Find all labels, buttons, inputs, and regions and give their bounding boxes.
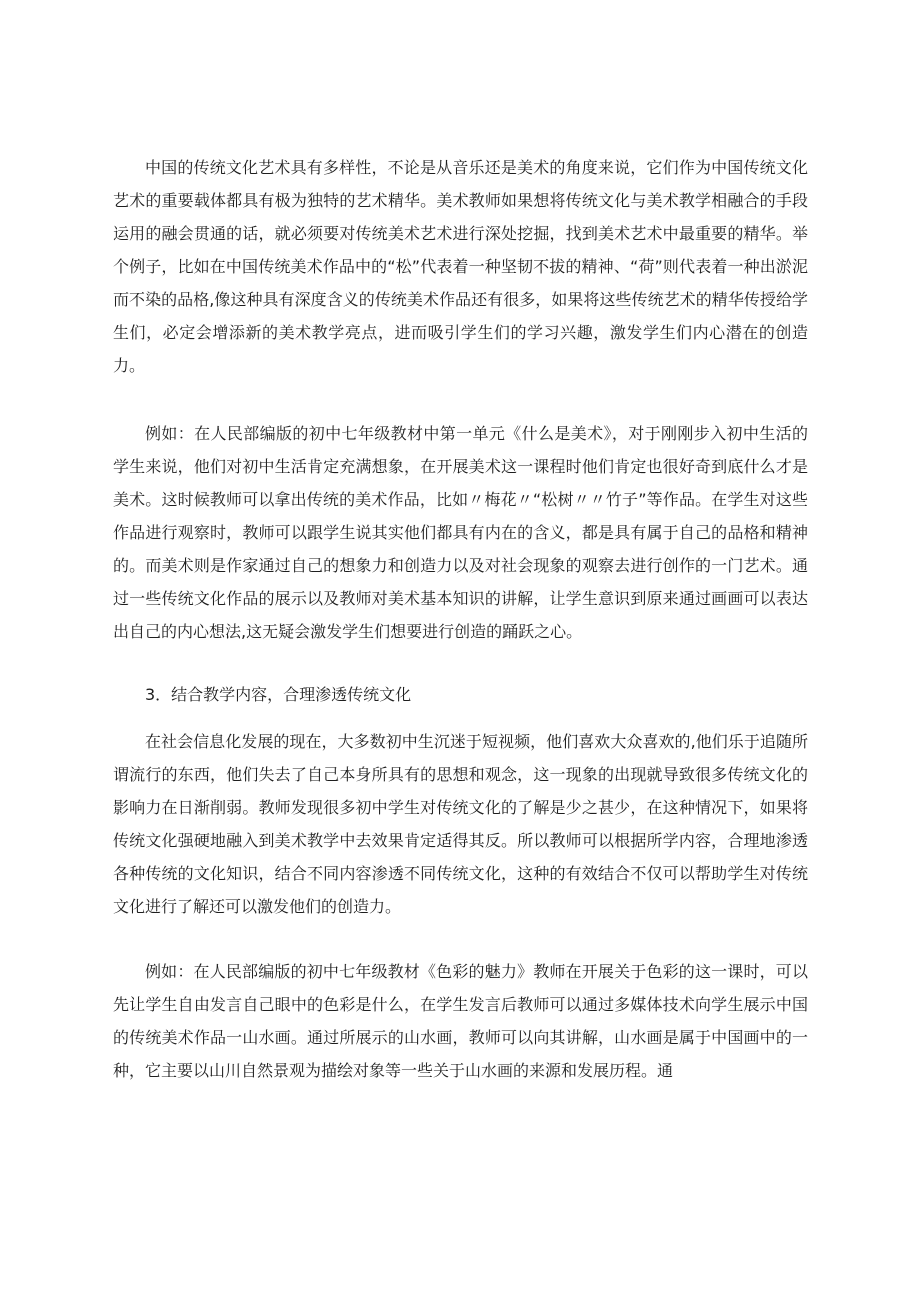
paragraph-example-what-is-art: 例如：在人民部编版的初中七年级教材中第一单元《什么是美术》，对于刚刚步入初中生活的学生来说，他们对初中生活肯定充满想象，在开展美术这一课程时他们肯定也很好奇到底什么才是美术。这时候教师可以拿出传统的美术作品，比如〃梅花〃“松树〃〃竹子”等作品。在学生对这些作品进行观察时，教师可以跟学生说其实他们都具有内在的含义，都是具有属于自己的品格和精神的。而美术则是作家通过自己的想象力和创造力以及对社会现象的观察去进行创作的一门艺术。通过一些传统文化作品的展示以及教师对美术基本知识的讲解，让学生意识到原来通过画画可以表达出自己的内心想法,这无疑会激发学生们想要进行创造的踊跃之心。 (113, 424, 808, 641)
paragraph-traditional-culture-diversity: 中国的传统文化艺术具有多样性，不论是从音乐还是美术的角度来说，它们作为中国传统文化艺术的重要载体都具有极为独特的艺术精华。美术教师如果想将传统文化与美术教学相融合的手段运用的融会贯通的话，就必须要对传统美术艺术进行深处挖掘，找到美术艺术中最重要的精华。举个例子，比如在中国传统美术作品中的“松”代表着一种坚韧不拔的精神、“荷”则代表着一种出淤泥而不染的品格,像这种具有深度含义的传统美术作品还有很多，如果将这些传统艺术的精华传授给学生们，必定会增添新的美术教学亮点，进而吸引学生们的学习兴趣，激发学生们内心潜在的创造力。 (113, 158, 808, 375)
section-heading-3: 3．结合教学内容，合理渗透传统文化 (145, 685, 412, 704)
paragraph-example-color-charm: 例如：在人民部编版的初中七年级教材《色彩的魅力》教师在开展关于色彩的这一课时，可以先让学生自由发言自己眼中的色彩是什么，在学生发言后教师可以通过多媒体技术向学生展示中国的传统美术作品一山水画。通过所展示的山水画，教师可以向其讲解，山水画是属于中国画中的一种，它主要以山川自然景观为描绘对象等一些关于山水画的来源和发展历程。通 (113, 962, 808, 1080)
paragraph-information-society: 在社会信息化发展的现在，大多数初中生沉迷于短视频，他们喜欢大众喜欢的,他们乐于追随所谓流行的东西，他们失去了自己本身所具有的思想和观念，这一现象的出现就导致很多传统文化的影响力在日渐削弱。教师发现很多初中学生对传统文化的了解是少之甚少，在这种情况下，如果将传统文化强硬地融入到美术教学中去效果肯定适得其反。所以教师可以根据所学内容，合理地渗透各种传统的文化知识，结合不同内容渗透不同传统文化，这种的有效结合不仅可以帮助学生对传统文化进行了解还可以激发他们的创造力。 (113, 732, 808, 916)
